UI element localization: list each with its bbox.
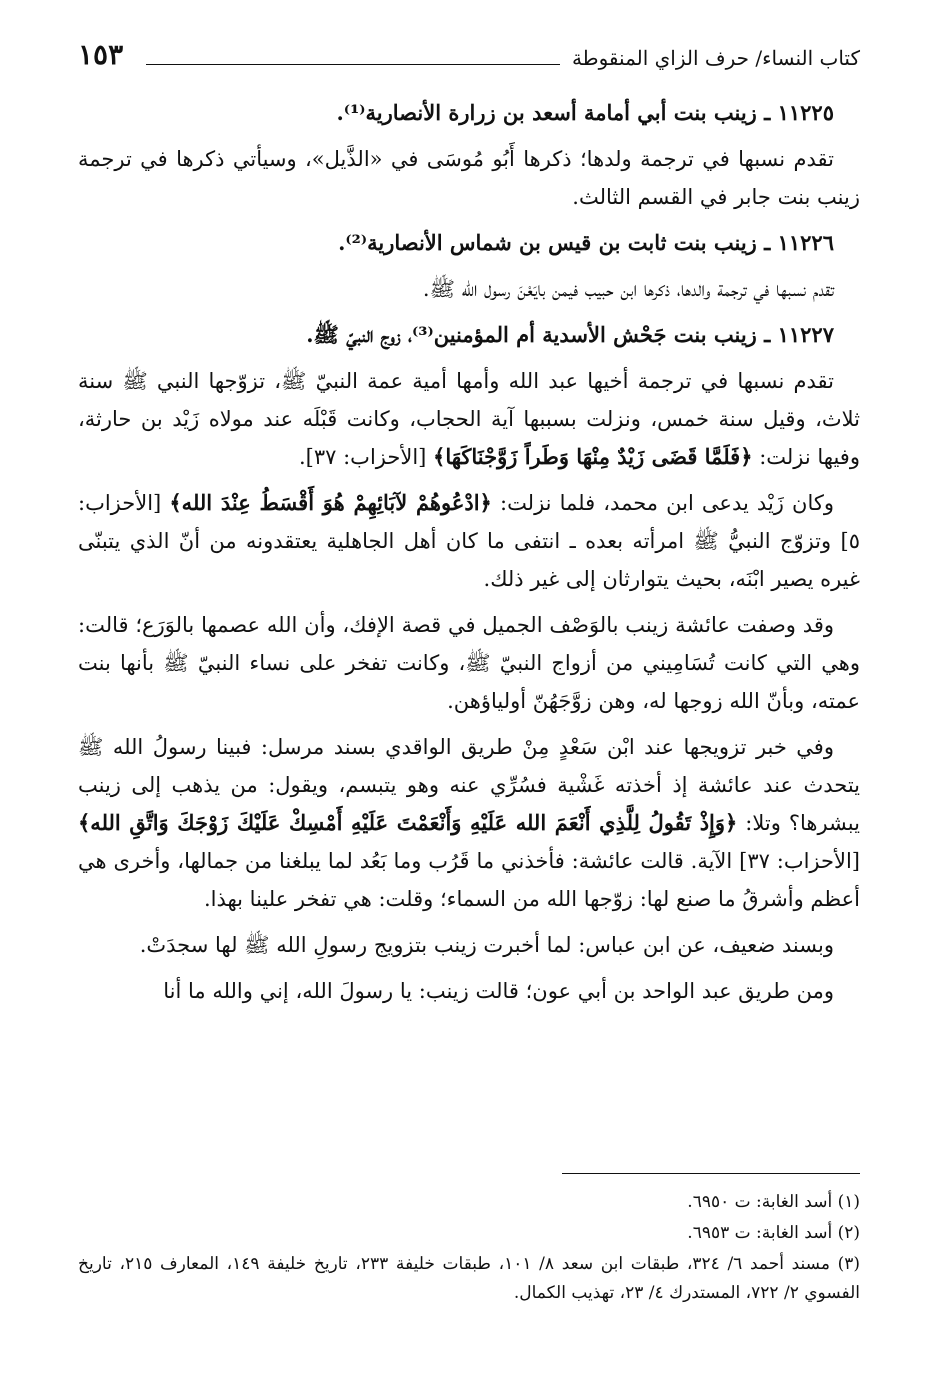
- entry-heading-11226: ١١٢٢٦ ـ زينب بنت ثابت بن قيس بن شماس الأنصارية⁽²⁾.: [338, 230, 834, 255]
- paragraph-adoption: [78, 484, 860, 598]
- quran-verse-ahzab-5: ﴿ادْعُوهُمْ لآبَائِهِمْ هُوَ أَقْسَطُ عِنْدَ الله﴾: [169, 490, 492, 515]
- footnote-rule: [562, 1173, 860, 1174]
- entry-heading-11225: ١١٢٢٥ ـ زينب بنت أبي أمامة أسعد بن زرارة الأنصارية⁽¹⁾.: [336, 100, 834, 125]
- paragraph-marriage-text: وفي خبر تزويجها عند ابْن سَعْدٍ مِنْ طريق الواقدي بسند مرسل: فبينا رسولُ الله ﷺ يتحدث عند عائشة إذ أخذته غَشْية فسُرِّي عنه وهو يتبسم، ويقول: من يذهب إلى زينب يبشرها؟ وتلا:: [78, 735, 860, 835]
- footnote-1: (١) أسد الغابة: ت ٦٩٥٠.: [687, 1192, 860, 1212]
- entry-heading-11227: ١١٢٢٧ ـ زينب بنت جَحْش الأسدية أم المؤمنين⁽³⁾، زوج النبيّ ﷺ.: [306, 322, 834, 347]
- verse-reference: [الأحزاب: ٣٧].: [298, 445, 434, 469]
- header-rule: [146, 64, 560, 65]
- paragraph-lineage: [78, 362, 860, 476]
- page-header: [78, 36, 860, 76]
- quran-verse-ahzab-37-b: ﴿وَإِذْ تَقُولُ لِلَّذِي أَنْعَمَ الله عَلَيْهِ وَأَنْعَمْتَ عَلَيْهِ أَمْسِكْ عَلَيْكَ زَوْجَكَ وَاتَّقِ الله﴾: [78, 810, 738, 835]
- paragraph-ibn-abbas: وبسند ضعيف، عن ابن عباس: لما أخبرت زينب بتزويج رسولِ الله ﷺ لها سجدَتْ.: [139, 933, 834, 957]
- paragraph-aisha-description: وقد وصفت عائشة زينب بالوَصْف الجميل في قصة الإفك، وأن الله عصمها بالوَرَع؛ قالت: وهي التي كانت تُسَامِيني من أزواج النبيّ ﷺ، وكانت تفخر على نساء النبيّ ﷺ بأنها بنت عمته، وبأنّ الله زوجها له، وهن زوَّجَهُنّ أولياؤهن.: [78, 613, 860, 713]
- paragraph-ibn-abi-awn: ومن طريق عبد الواحد بن أبي عون؛ قالت زينب: يا رسولَ الله، إني والله ما أنا: [163, 979, 834, 1003]
- paragraph-marriage-report: [78, 728, 860, 918]
- footnote-3: (٣) مسند أحمد ٦/ ٣٢٤، طبقات ابن سعد ٨/ ١٠١، طبقات خليفة ٢٣٣، تاريخ خليفة ١٤٩، المعارف ٢١٥، تاريخ الفسوي ٢/ ٧٢٢، المستدرك ٤/ ٢٣، تهذيب الكمال.: [78, 1254, 861, 1303]
- footnotes: [78, 1188, 860, 1310]
- page-number: ١٥٣: [78, 38, 124, 71]
- entry-text-11226: تقدم نسبها في ترجمة والدها، ذكرها ابن حبيب فيمن بايَعْنَ رسول الله ﷺ.: [422, 277, 834, 301]
- quran-verse-ahzab-37: ﴿فَلَمَّا قَضَى زَيْدٌ مِنْهَا وَطَراً زَوَّجْنَاكَهَا﴾: [433, 444, 753, 469]
- footnote-2: (٢) أسد الغابة: ت ٦٩٥٣.: [687, 1223, 860, 1243]
- paragraph-marriage-continuation: [الأحزاب: ٣٧] الآية. قالت عائشة: فأخذني ما قَرُب وما بَعُد لما يبلغنا من جمالها، وأخرى هي أعظم وأشرقُ ما صنع لها: زوّجها الله من السماء؛ وقلت: هي تفخر علينا بهذا.: [78, 849, 860, 911]
- running-title: كتاب النساء/ حرف الزاي المنقوطة: [571, 46, 860, 70]
- entry-text-11225: تقدم نسبها في ترجمة ولدها؛ ذكرها أَبُو مُوسَى في «الذَّيل»، وسيأتي ذكرها في ترجمة زينب بنت جابر في القسم الثالث.: [78, 147, 860, 209]
- main-text: [78, 94, 860, 1018]
- paragraph-adoption-text: وكان زَيْد يدعى ابن محمد، فلما نزلت:: [491, 491, 834, 515]
- paragraph-adoption-continuation: [الأحزاب: ٥] وتزوّج النبيُّ ﷺ امرأته بعده ـ انتفى ما كان أهل الجاهلية يعتقدونه من أنّ الذي يتبنّى غيره يصير ابْنَه، بحيث يتوارثان إلى غير ذلك.: [78, 491, 860, 591]
- paragraph-lineage-text: تقدم نسبها في ترجمة أخيها عبد الله وأمها أمية عمة النبيّ ﷺ، تزوّجها النبي ﷺ سنة ثلاث، وقيل سنة خمس، ونزلت بسببها آية الحجاب، وكانت قَبْلَه عند مولاه زَيْد بن حارثة، وفيها نزلت:: [78, 369, 860, 469]
